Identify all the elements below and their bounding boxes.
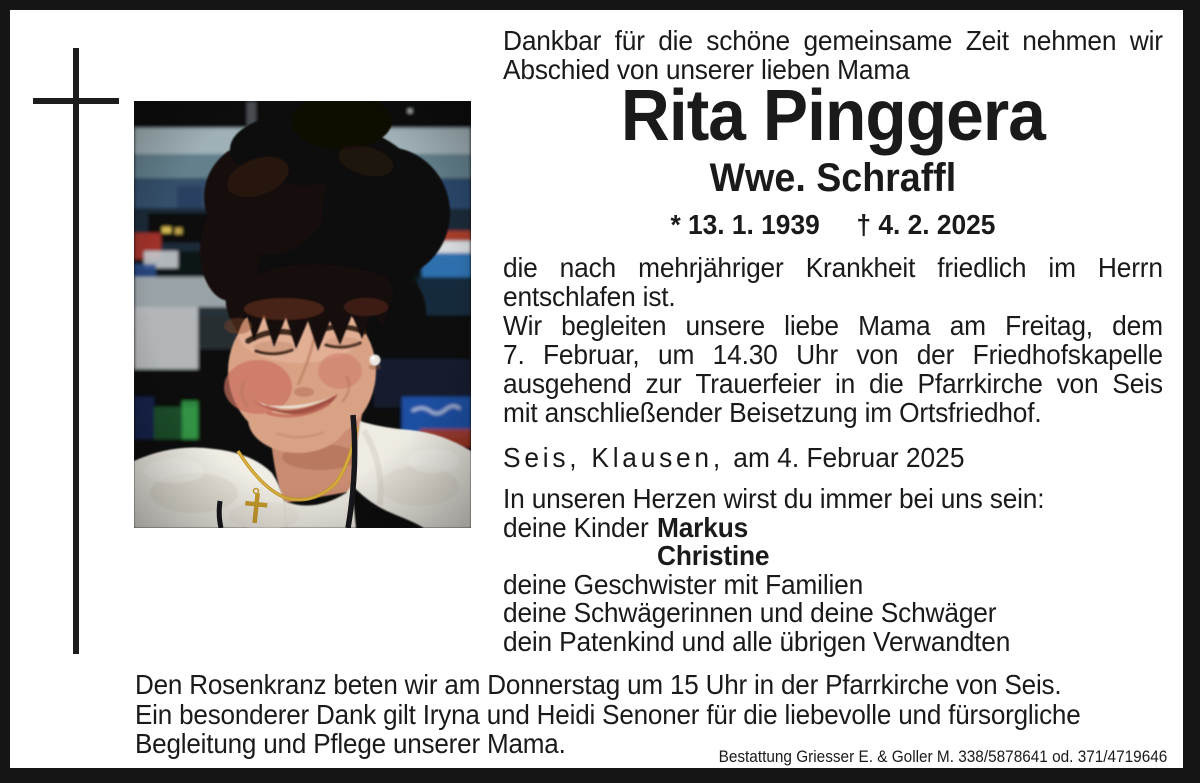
widow-title: Wwe. Schraffl [709,156,957,200]
text-line: 7. Februar, um 14.30 Uhr von der Friedhofskapelle [503,339,1163,370]
notice-text-column [503,26,1163,656]
text-line: entschlafen ist. [503,281,676,312]
text-line: deine Geschwister mit Familien [503,568,864,600]
children-label: deine Kinder [503,511,649,543]
body-paragraph-2 [503,311,1163,427]
text-line: Abschied von unserer lieben Mama [503,54,910,85]
cross-vertical-bar [73,48,79,654]
announcement-body [503,253,1163,427]
children-row [503,511,1163,571]
text-line: mit anschließender Beisetzung im Ortsfriedhof. [503,397,1042,428]
farewell-intro: In unseren Herzen wirst du immer bei uns sein: [503,483,1045,514]
rosary-block [135,670,1167,767]
text-line: deine Schwägerinnen und deine Schwäger [503,597,997,628]
mourners-block [503,485,1163,656]
dateline-place: Seis, Klausen, [503,442,724,473]
text-line: Wir begleiten unsere liebe Mama am Freitag, dem [503,310,1163,341]
funeral-home-line: Bestattung Griesser E. & Goller M. 338/5878641 od. 371/4719646 [718,747,1168,766]
life-dates [503,210,1163,240]
deceased-name: Rita Pinggera [620,76,1045,156]
children-names [656,511,770,571]
text-line: Ein besonderer Dank gilt Iryna und Heidi Senoner für die liebevolle und fürsorgliche [135,698,1081,730]
text-line: Dankbar für die schöne gemeinsame Zeit nehmen wir [503,25,1163,56]
birth-date: * 13. 1. 1939 [670,209,820,240]
text-line: ausgehend zur Trauerfeier in die Pfarrkirche von Seis [503,368,1163,399]
dateline [503,443,1163,472]
dateline-date: am 4. Februar 2025 [733,442,965,473]
text-line: Begleitung und Pflege unserer Mama. [135,728,566,759]
child-name: Christine [656,540,770,571]
text-line: Den Rosenkranz beten wir am Donnerstag um 15 Uhr in der Pfarrkirche von Seis. [135,669,1062,700]
death-date: † 4. 2. 2025 [856,209,996,240]
text-line: die nach mehrjähriger Krankheit friedlich im Herrn [503,252,1163,283]
rosary-lines [135,670,1167,759]
child-name: Markus [656,511,749,543]
text-line: dein Patenkind und alle übrigen Verwandten [503,625,1011,657]
mourner-lines [503,568,1163,657]
cross-horizontal-bar [33,98,119,104]
portrait-photo [134,101,471,528]
body-paragraph-1 [503,253,1163,311]
portrait-illustration [134,101,471,528]
